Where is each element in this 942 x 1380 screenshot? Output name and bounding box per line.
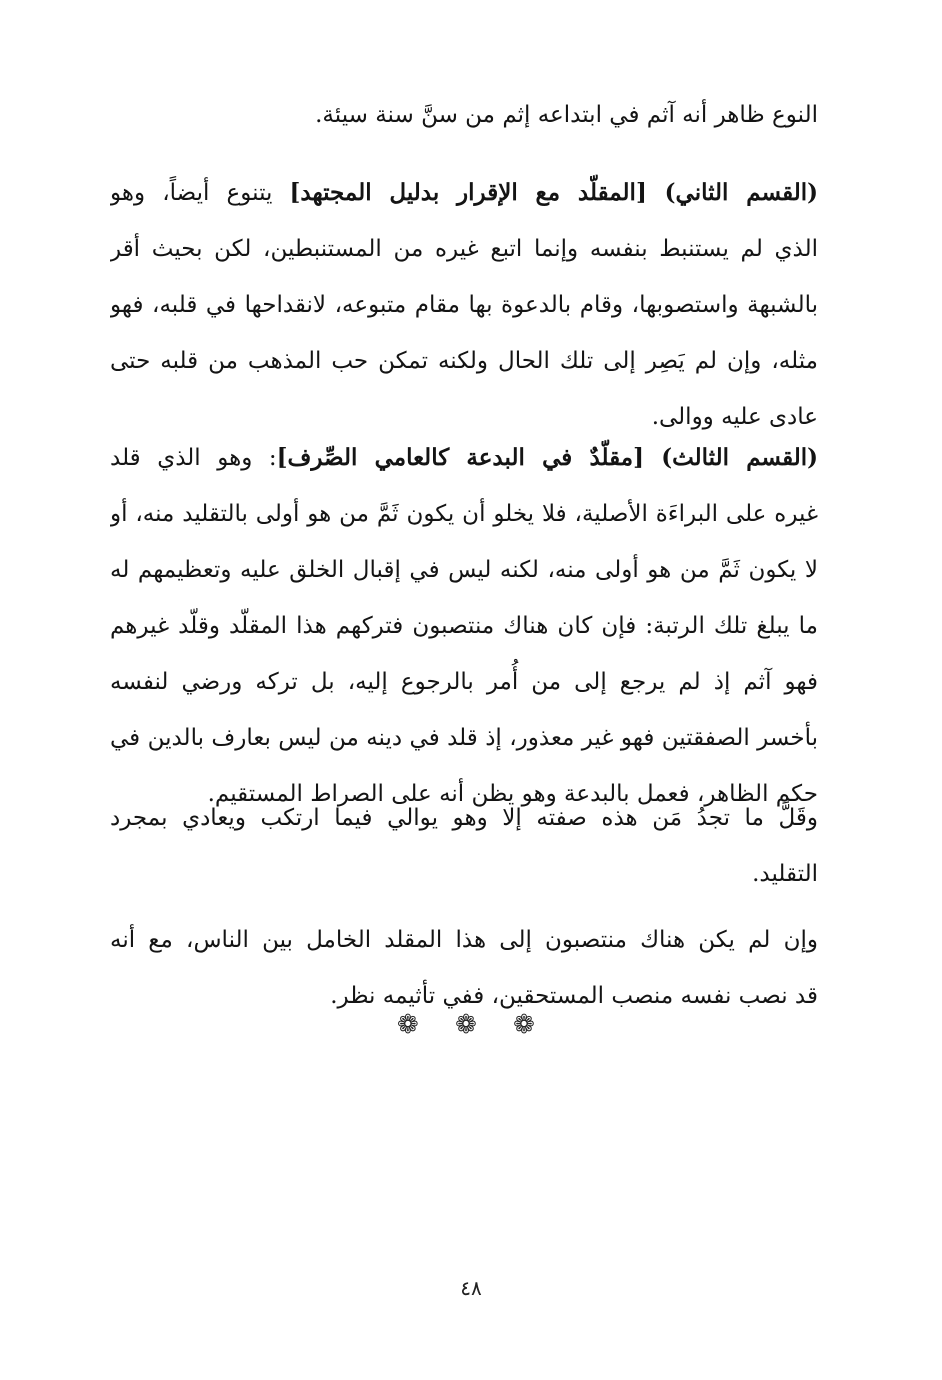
text-line: التقليد. (752, 861, 818, 887)
flower-ornament-icon: ❁ (455, 1010, 487, 1040)
text-line: الذي لم يستنبط بنفسه وإنما اتبع غيره من المستنبطين، لكن بحيث أقر (110, 236, 818, 262)
text-line: النوع ظاهر أنه آثم في ابتداعه إثم من سنَّ سنة سيئة. (315, 102, 818, 128)
paragraph-2 (110, 165, 818, 445)
text-line: فهو آثم إذ لم يرجع إلى من أُمر بالرجوع إليه، بل تركه ورضي لنفسه (110, 669, 818, 695)
section-heading-third: (القسم الثالث) [مقلّدٌ في البدعة كالعامي الصِّرف] (276, 444, 818, 471)
text-line: قد نصب نفسه منصب المستحقين، ففي تأثيمه نظر. (330, 983, 818, 1009)
paragraph-1 (110, 87, 818, 143)
text-line (110, 430, 818, 486)
flower-ornament-icon: ❁ (397, 1010, 429, 1040)
text-line: بالشبهة واستصوبها، وقام بالدعوة بها مقام متبوعه، لانقداحها في قلبه، فهو (110, 292, 818, 318)
text-line: عادى عليه ووالى. (651, 404, 818, 430)
text-line: حكم الظاهر، فعمل بالبدعة وهو يظن أنه على الصراط المستقيم. (207, 781, 818, 807)
paragraph-3 (110, 430, 818, 822)
text-run: : وهو الذي قلد (110, 445, 277, 471)
text-line: بأخسر الصفقتين فهو غير معذور، إذ قلد في دينه من ليس بعارف بالدين في (110, 725, 818, 751)
text-line: غيره على البراءَة الأصلية، فلا يخلو أن يكون ثَمَّ من هو أولى بالتقليد منه، أو (110, 501, 818, 527)
text-line: ما يبلغ تلك الرتبة: فإن كان هناك منتصبون فتركهم هذا المقلّد وقلّد غيرهم (110, 613, 818, 639)
ornament-separator (0, 1010, 942, 1040)
flower-ornament-icon: ❁ (513, 1010, 545, 1040)
paragraph-5 (110, 912, 818, 1024)
section-heading-second: (القسم الثاني) [المقلّد مع الإقرار بدليل المجتهد] (289, 179, 818, 206)
paragraph-4 (110, 790, 818, 902)
text-line (110, 165, 818, 221)
text-line: مثله، وإن لم يَصِر إلى تلك الحال ولكنه تمكن حب المذهب من قلبه حتى (110, 348, 818, 374)
text-run: يتنوع أيضاً، وهو (110, 180, 273, 206)
text-line: وقَلَّ ما تجدُ مَن هذه صفته إلا وهو يوالي فيما ارتكب ويعادي بمجرد (110, 805, 818, 831)
text-line: لا يكون ثَمَّ من هو أولى منه، لكنه ليس في إقبال الخلق عليه وتعظيمهم له (110, 557, 818, 583)
text-line: وإن لم يكن هناك منتصبون إلى هذا المقلد الخامل بين الناس، مع أنه (110, 927, 818, 953)
page-number: ٤٨ (460, 1276, 482, 1300)
